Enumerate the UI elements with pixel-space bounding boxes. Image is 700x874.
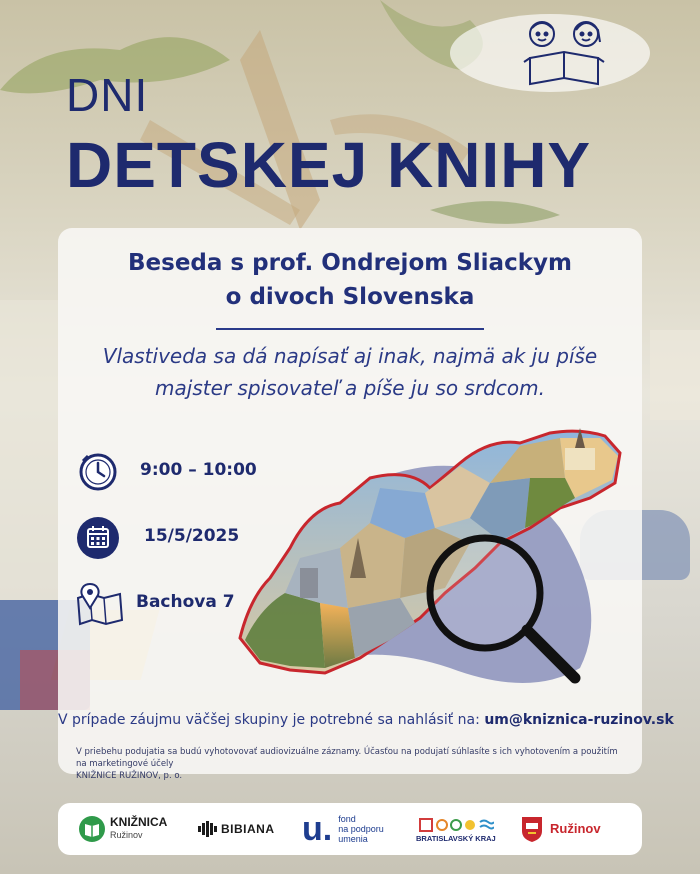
kniznica-logo-subtext: Ružinov [110, 830, 143, 840]
logo-kniznica-ruzinov [78, 811, 167, 847]
contact-email-link[interactable]: um@kniznica-ruzinov.sk [484, 712, 674, 728]
bibiana-logo-icon [196, 818, 218, 840]
bsk-logo-icon [418, 816, 494, 834]
event-subtitle-line-1: Vlastiveda sa dá napísať aj inak, najmä ak ju píše [102, 344, 598, 368]
slovakia-puzzle-map-illustration [230, 408, 640, 708]
bsk-logo-text: BRATISLAVSKÝ KRAJ [416, 833, 496, 843]
event-time: 9:00 – 10:00 [140, 460, 257, 480]
disclaimer-line-2: KNIŽNICE RUŽINOV, p. o. [76, 771, 183, 781]
kniznica-logo-icon [78, 815, 106, 843]
bibiana-logo-text: BIBIANA [221, 822, 275, 836]
event-subtitle [58, 340, 642, 404]
ruzinov-coat-of-arms-icon [520, 815, 544, 843]
event-subtitle-line-2: majster spisovateľ a píše ju so srdcom. [155, 376, 545, 400]
clock-icon [76, 450, 120, 494]
event-title [58, 246, 642, 314]
logo-ruzinov [520, 811, 601, 847]
logo-bibiana [196, 811, 275, 847]
fpu-logo-text-3: umenia [338, 834, 368, 844]
event-place: Bachova 7 [136, 592, 235, 612]
fpu-logo-text-1: fond [338, 814, 356, 824]
disclaimer-line-1: V priebehu podujatia sa budú vyhotovovať audiovizuálne záznamy. Účasťou na podujatí súhlasíte s ich vyhotovením a použitím na marketingové účely [76, 747, 618, 769]
kniznica-logo-text: KNIŽNICA [110, 815, 168, 829]
contact-text: V prípade záujmu väčšej skupiny je potrebné sa nahlásiť na: [58, 712, 480, 728]
calendar-icon [76, 516, 120, 560]
divider [216, 328, 484, 330]
header-line-1: DNI [66, 69, 149, 121]
fpu-logo-text-2: na podporu [338, 824, 384, 834]
fpu-logo-mark: u. [302, 810, 333, 848]
logo-fond-na-podporu-umenia [302, 811, 384, 847]
event-date: 15/5/2025 [144, 526, 240, 546]
ruzinov-logo-text: Ružinov [550, 821, 601, 836]
map-pin-icon [74, 582, 126, 626]
contact-line [58, 712, 674, 728]
partners-footer [58, 803, 642, 855]
disclaimer [76, 746, 626, 782]
logo-bratislavsky-kraj [416, 811, 496, 847]
kids-reading-icon [510, 18, 620, 90]
page-title: DETSKEJ KNIHY [66, 129, 592, 201]
event-title-line-2: o divoch Slovenska [225, 284, 475, 310]
event-title-line-1: Beseda s prof. Ondrejom Sliackym [128, 250, 572, 276]
event-card [58, 228, 674, 781]
